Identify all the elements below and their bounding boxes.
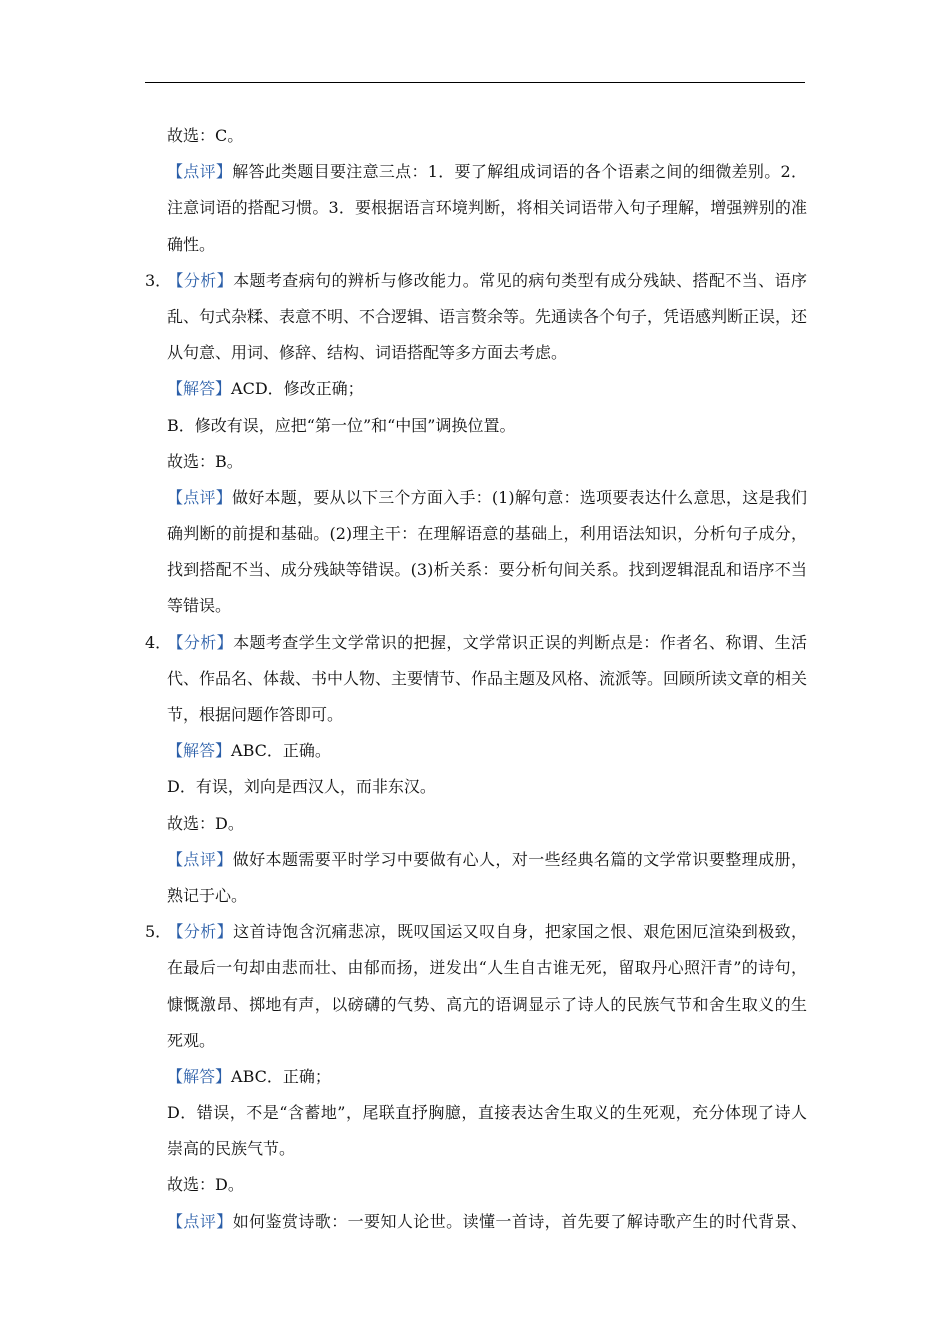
text-line [145, 950, 807, 986]
line-text: 熟记于心。 [167, 885, 248, 905]
line-text: 这首诗饱含沉痛悲凉，既叹国运又叹自身，把家国之恨、艰危困厄渲染到极致， [233, 922, 807, 942]
line-text: 故选：B。 [167, 451, 243, 471]
line-text: 注意词语的搭配习惯。3．要根据语言环境判断，将相关词语带入句子理解，增强辨别的准 [167, 198, 807, 218]
text-line [145, 480, 807, 516]
section-tag: 【解答】 [167, 1066, 232, 1086]
text-line [145, 299, 807, 335]
text-line [145, 1059, 807, 1095]
line-text: 从句意、用词、修辞、结构、词语搭配等多方面去考虑。 [167, 343, 568, 363]
line-text: 在最后一句却由悲而壮、由郁而扬，迸发出“人生自古谁无死，留取丹心照汗青”的诗句， [167, 958, 807, 978]
section-tag: 【分析】 [167, 270, 234, 290]
line-text: D．有误，刘向是西汉人，而非东汉。 [167, 777, 436, 797]
line-text: 本题考查学生文学常识的把握，文学常识正误的判断点是：作者名、称谓、生活 [233, 632, 807, 652]
line-text: 确判断的前提和基础。(2)理主干：在理解语意的基础上，利用语法知识，分析句子成分， [167, 524, 807, 544]
line-text: ACD．修改正确； [231, 379, 364, 399]
text-line [145, 661, 807, 697]
question-number: 5． [145, 922, 172, 942]
text-line [145, 1204, 807, 1240]
line-text: 乱、句式杂糅、表意不明、不合逻辑、语言赘余等。先通读各个句子，凭语感判断正误，还 [167, 306, 807, 326]
question-number: 4． [145, 632, 172, 652]
line-text: 做好本题需要平时学习中要做有心人，对一些经典名篇的文学常识要整理成册， [232, 849, 807, 869]
text-line [145, 1095, 807, 1131]
text-line [145, 806, 807, 842]
line-text: 做好本题，要从以下三个方面入手：(1)解句意：选项要表达什么意思，这是我们 [231, 487, 807, 507]
line-text: 代、作品名、体裁、书中人物、主要情节、作品主题及风格、流派等。回顾所读文章的相关 [167, 668, 807, 688]
answer-explanations [145, 118, 807, 1240]
text-line [145, 1131, 807, 1167]
header-rule [145, 82, 805, 83]
line-text: 故选：D。 [167, 1175, 244, 1195]
section-tag: 【点评】 [167, 162, 233, 182]
line-text: 死观。 [167, 1030, 216, 1050]
text-line [145, 516, 807, 552]
line-text: 找到搭配不当、成分残缺等错误。(3)析关系：要分析句间关系。找到逻辑混乱和语序不当 [167, 560, 807, 580]
text-line [145, 444, 807, 480]
line-text: 慷慨激昂、掷地有声，以磅礴的气势、高亢的语调显示了诗人的民族气节和舍生取义的生 [167, 994, 807, 1014]
line-text: 节，根据问题作答即可。 [167, 705, 344, 724]
text-line [145, 1167, 807, 1203]
text-line [145, 552, 807, 588]
text-line [145, 987, 807, 1023]
line-text: 本题考查病句的辨析与修改能力。常见的病句类型有成分残缺、搭配不当、语序 [233, 270, 807, 290]
text-line [145, 263, 807, 299]
section-tag: 【点评】 [167, 487, 232, 507]
line-text: 解答此类题目要注意三点：1．要了解组成词语的各个语素之间的细微差别。2． [232, 162, 807, 182]
text-line [145, 697, 807, 733]
line-text: 故选：C。 [167, 126, 244, 145]
section-tag: 【分析】 [167, 922, 234, 942]
line-text: ABC．正确。 [231, 741, 331, 761]
text-line [145, 335, 807, 371]
section-tag: 【点评】 [167, 849, 233, 869]
text-line [145, 118, 807, 154]
section-tag: 【分析】 [167, 632, 234, 652]
text-line [145, 588, 807, 624]
text-line [145, 733, 807, 769]
line-text: 如何鉴赏诗歌：一要知人论世。读懂一首诗，首先要了解诗歌产生的时代背景、 [232, 1211, 807, 1231]
text-line [145, 227, 807, 263]
text-line [145, 625, 807, 661]
text-line [145, 190, 807, 226]
line-text: 等错误。 [167, 596, 232, 616]
text-line [145, 1023, 807, 1059]
text-line [145, 842, 807, 878]
section-tag: 【点评】 [167, 1211, 233, 1231]
line-text: 崇高的民族气节。 [167, 1139, 296, 1159]
text-line [145, 408, 807, 444]
line-text: D．错误，不是“含蓄地”，尾联直抒胸臆，直接表达舍生取义的生死观，充分体现了诗人 [167, 1103, 807, 1123]
section-tag: 【解答】 [167, 379, 232, 399]
line-text: 确性。 [167, 234, 216, 254]
line-text: ABC．正确； [231, 1066, 331, 1086]
text-line [145, 154, 807, 190]
question-number: 3． [145, 270, 172, 290]
text-line [145, 371, 807, 407]
section-tag: 【解答】 [167, 741, 232, 761]
line-text: B．修改有误，应把“第一位”和“中国”调换位置。 [167, 415, 516, 435]
text-line [145, 878, 807, 914]
text-line [145, 914, 807, 950]
line-text: 故选：D。 [167, 813, 244, 833]
text-line [145, 769, 807, 805]
